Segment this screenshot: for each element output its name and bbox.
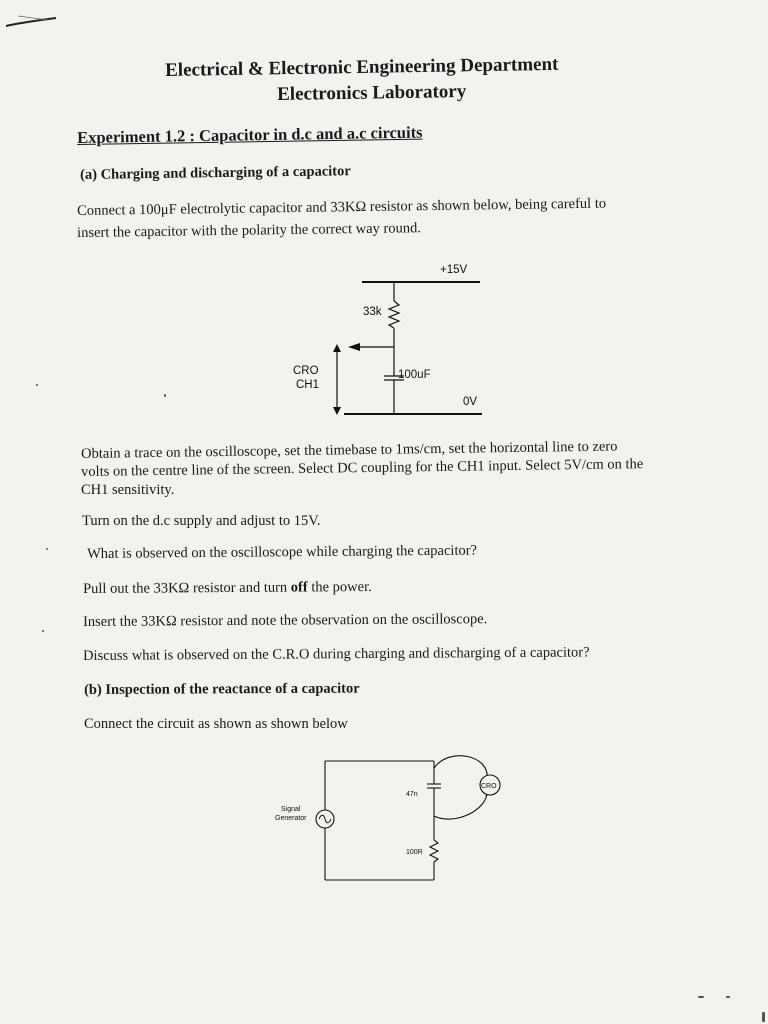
generator-label-2: Generator: [275, 815, 307, 822]
scan-speck: [726, 996, 730, 998]
obtain-line2: volts on the centre line of the screen. Select DC coupling for the CH1 input. Select 5V/cm on the: [81, 456, 644, 480]
circuit-diagram-a: [280, 255, 510, 425]
resistor-100r: [430, 840, 438, 862]
laboratory-title: Electronics Laboratory: [277, 81, 467, 105]
obtain-line1: Obtain a trace on the oscilloscope, set the timebase to 1ms/cm, set the horizontal line to zero: [81, 438, 618, 462]
part-a-intro-line1: Connect a 100μF electrolytic capacitor and 33KΩ resistor as shown below, being careful to: [77, 195, 607, 219]
cro-label: CRO: [481, 783, 497, 790]
scan-speck: [36, 384, 38, 386]
circuit-diagram-b: [265, 748, 515, 888]
part-a-intro-line2: insert the capacitor with the polarity the correct way round.: [77, 220, 422, 241]
pull-out-line: [83, 579, 372, 598]
pull-out-suffix: the power.: [307, 578, 372, 596]
discuss-line: Discuss what is observed on the C.R.O during charging and discharging of a capacitor?: [83, 644, 590, 664]
capacitor-label: 100uF: [398, 369, 431, 381]
scan-speck: [698, 996, 704, 998]
supply-label: +15V: [440, 264, 468, 276]
part-b-heading: (b) Inspection of the reactance of a capacitor: [84, 680, 360, 698]
generator-label-1: Signal: [281, 806, 301, 813]
pull-out-prefix: Pull out the 33KΩ resistor and turn: [83, 579, 291, 597]
scan-speck: [762, 1012, 765, 1022]
probe-arrow: [348, 343, 360, 351]
obtain-line3: CH1 sensitivity.: [81, 482, 175, 498]
cro-lead-bottom: [434, 792, 487, 819]
scan-speck: [46, 548, 48, 550]
experiment-title: Experiment 1.2 : Capacitor in d.c and a.c circuits: [77, 122, 423, 147]
turn-on-line: Turn on the d.c supply and adjust to 15V.: [82, 513, 321, 529]
resistor-100r-label: 100R: [406, 849, 423, 856]
department-title: Electrical & Electronic Engineering Department: [165, 53, 559, 81]
cro-label-2: CH1: [296, 379, 320, 391]
scan-speck: [42, 630, 44, 632]
scan-speck: [164, 394, 166, 397]
resistor-label: 33k: [363, 306, 382, 318]
part-b-intro: Connect the circuit as shown as shown below: [84, 716, 348, 732]
capacitor-47n-label: 47n: [406, 791, 418, 798]
pull-out-bold: off: [290, 579, 308, 596]
question-charging: What is observed on the oscilloscope while charging the capacitor?: [87, 542, 478, 562]
scan-mark: [4, 6, 64, 30]
insert-line: Insert the 33KΩ resistor and note the observation on the oscilloscope.: [83, 611, 488, 630]
resistor-33k: [389, 301, 399, 328]
cro-label-1: CRO: [293, 365, 319, 377]
ground-label: 0V: [463, 396, 478, 408]
part-a-heading: (a) Charging and discharging of a capacitor: [80, 163, 351, 183]
cro-lead-top: [434, 756, 487, 778]
